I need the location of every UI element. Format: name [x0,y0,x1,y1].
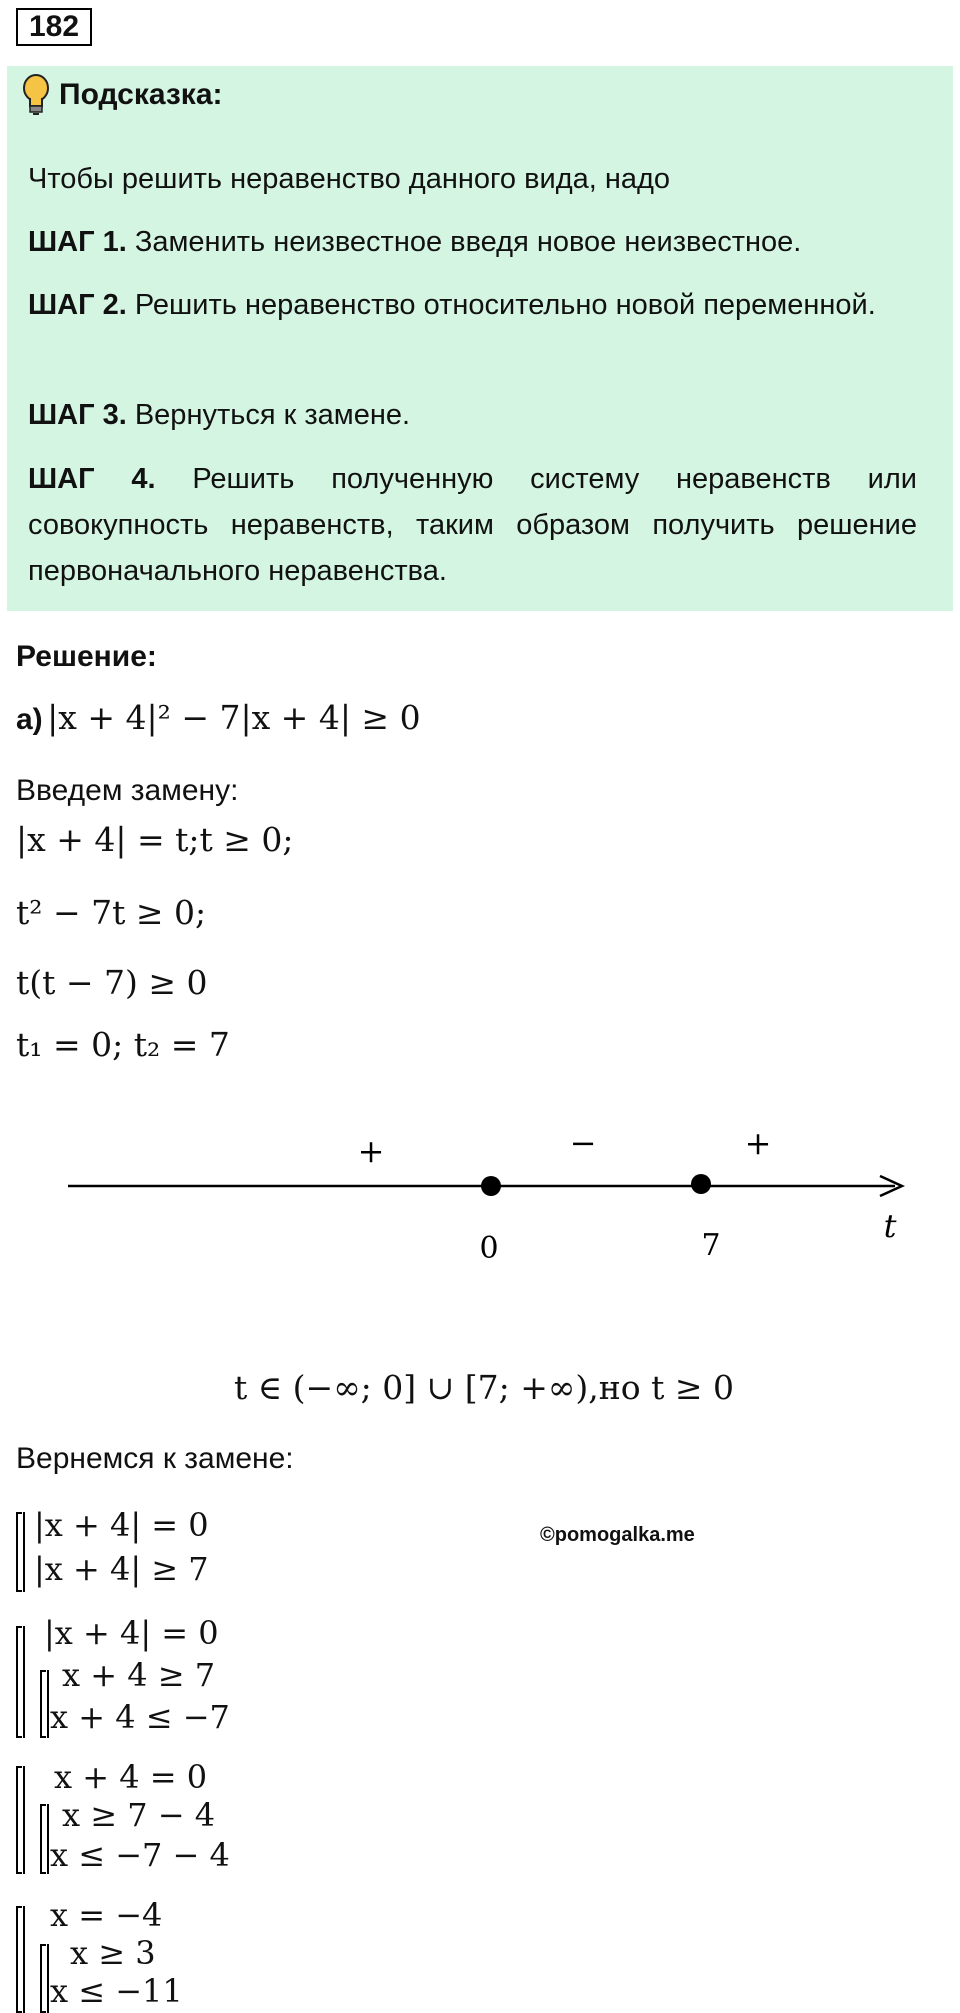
bracket [16,1626,22,1738]
hint-step-2: ШАГ 2. Решить неравенство относительно новой переменной. [28,289,876,321]
solution-heading: Решение: [16,640,157,673]
hint-box [7,66,953,611]
interval-result: t ∈ (−∞; 0] ∪ [7; +∞),но t ≥ 0 [234,1368,735,1407]
solution-line-4: t₁ = 0; t₂ = 7 [16,1025,230,1064]
lightbulb-icon [21,74,51,116]
system-3 [16,1758,336,1882]
hint-step-1: ШАГ 1. Заменить неизвестное введя новое неизвестное. [28,226,802,258]
bracket [16,1512,22,1592]
system-4-line-3: x ≤ −11 [50,1972,183,2010]
sign-2: − [569,1124,597,1162]
sign-3: + [744,1124,772,1162]
system-2-line-3: x + 4 ≤ −7 [50,1698,230,1736]
solution-line-2: t² − 7t ≥ 0; [16,893,207,932]
bracket-inner [23,1512,25,1592]
system-4-line-2: x ≥ 3 [70,1934,156,1972]
system-1 [16,1506,316,1598]
number-line [0,1110,960,1290]
hint-header [21,74,223,116]
bracket [16,1906,22,2013]
main-equation: |x + 4|² − 7|x + 4| ≥ 0 [47,698,421,737]
system-1-line-1: |x + 4| = 0 [34,1506,209,1544]
bracket-nested-inner [47,1944,49,2013]
bracket-nested-inner [47,1804,49,1874]
return-label: Вернемся к замене: [16,1442,294,1475]
system-4-line-1: x = −4 [50,1896,163,1934]
system-2-line-2: x + 4 ≥ 7 [62,1656,216,1694]
hint-step-4: ШАГ 4. Решить полученную систему неравенств или совокупность неравенств, таким образом получить решение первоначального неравенства. [28,463,917,587]
system-2 [16,1614,336,1738]
system-2-line-1: |x + 4| = 0 [44,1614,219,1652]
bracket-inner [23,1906,25,2013]
bracket [16,1766,22,1874]
axis-label-t: t [883,1207,897,1245]
point-7 [691,1174,711,1194]
sign-1: + [357,1132,385,1170]
substitution-label: Введем замену: [16,774,239,807]
solution-line-1: |x + 4| = t;t ≥ 0; [16,820,294,859]
bracket-nested [40,1804,46,1874]
part-label: а) [16,703,43,736]
system-1-line-2: |x + 4| ≥ 7 [34,1550,209,1588]
system-3-line-3: x ≤ −7 − 4 [50,1836,230,1874]
part-a [16,698,421,737]
system-4 [16,1896,336,2013]
point-0 [481,1176,501,1196]
bracket-nested-inner [47,1670,49,1738]
hint-step-3: ШАГ 3. Вернуться к замене. [28,399,411,431]
system-3-line-2: x ≥ 7 − 4 [62,1796,216,1834]
problem-number: 182 [16,8,92,46]
bracket-inner [23,1626,25,1738]
point-label-0: 0 [479,1231,499,1266]
bracket-nested [40,1670,46,1738]
solution-line-3: t(t − 7) ≥ 0 [16,963,208,1002]
bracket-inner [23,1766,25,1874]
system-3-line-1: x + 4 = 0 [54,1758,208,1796]
hint-intro: Чтобы решить неравенство данного вида, надо [28,163,671,195]
watermark: ©pomogalka.me [540,1524,695,1546]
hint-title: Подсказка: [59,78,223,111]
point-label-7: 7 [701,1228,721,1263]
bracket-nested [40,1944,46,2013]
